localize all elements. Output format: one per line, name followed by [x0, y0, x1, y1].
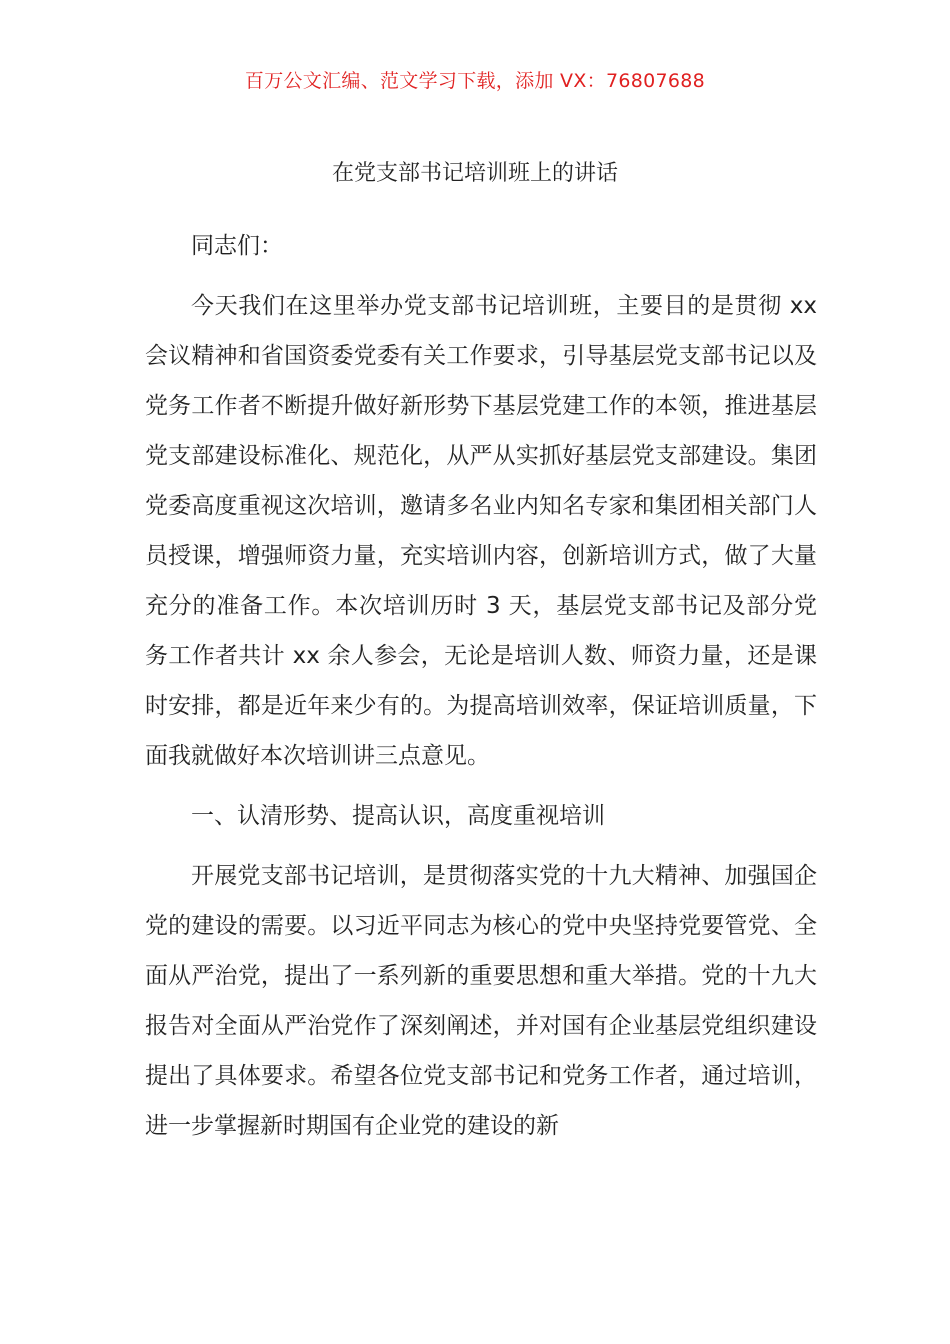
- header-watermark-note: 百万公文汇编、范文学习下载，添加 VX：76807688: [244, 70, 706, 92]
- section-paragraph: 开展党支部书记培训，是贯彻落实党的十九大精神、加强国企党的建设的需要。以习近平同志为核心的党中央坚持党要管党、全面从严治党，提出了一系列新的重要思想和重大举措。党的十九大报告对全面从严治党作了深刻阐述，并对国有企业基层党组织建设提出了具体要求。希望各位党支部书记和党务工作者，通过培训，进一步掌握新时期国有企业党的建设的新: [145, 863, 817, 1139]
- body-paragraph: 今天我们在这里举办党支部书记培训班，主要目的是贯彻 xx 会议精神和省国资委党委有关工作要求，引导基层党支部书记以及党务工作者不断提升做好新形势下基层党建工作的本领，推进基层党支部建设标准化、规范化，从严从实抓好基层党支部建设。集团党委高度重视这次培训，邀请多名业内知名专家和集团相关部门人员授课，增强师资力量，充实培训内容，创新培训方式，做了大量充分的准备工作。本次培训历时 3 天，基层党支部书记及部分党务工作者共计 xx 余人参会，无论是培训人数、师资力量，还是课时安排，都是近年来少有的。为提高培训效率，保证培训质量，下面我就做好本次培训讲三点意见。: [145, 293, 817, 769]
- salutation: 同志们：: [191, 233, 283, 259]
- document-body: [145, 221, 817, 1161]
- section-heading: 一、认清形势、提高认识，高度重视培训: [191, 803, 605, 829]
- page-title: 在党支部书记培训班上的讲话: [331, 161, 618, 186]
